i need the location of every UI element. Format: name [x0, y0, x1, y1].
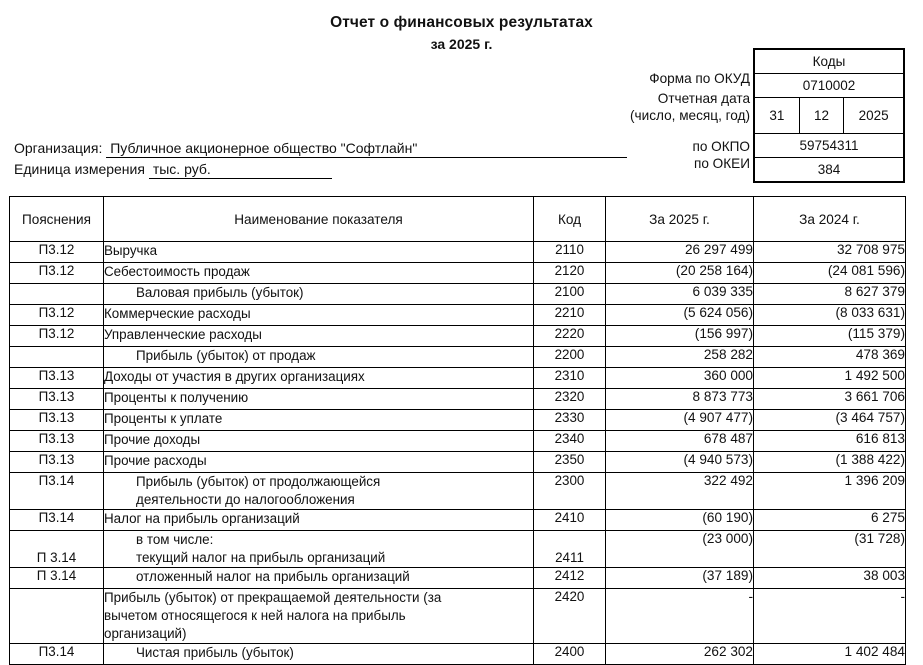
cell-code: 2300: [534, 473, 606, 510]
codes-okpo-row: [755, 134, 903, 158]
unit-value: тыс. руб.: [149, 161, 332, 179]
cell-value-period1: 262 302: [606, 644, 754, 665]
table-row: [10, 644, 906, 665]
cell-value-period1: 8 873 773: [606, 389, 754, 410]
cell-value-period2: (3 464 757): [754, 410, 906, 431]
cell-indicator-name: в том числе: текущий налог на прибыль организаций: [104, 531, 534, 568]
table-row: [10, 452, 906, 473]
cell-value-period1: (156 997): [606, 326, 754, 347]
cell-code: 2412: [534, 568, 606, 589]
codes-header-row: [755, 50, 903, 74]
cell-notes: [10, 284, 104, 305]
cell-notes: П3.12: [10, 326, 104, 347]
cell-indicator-name: Проценты к получению: [104, 389, 534, 410]
column-header-period2: За 2024 г.: [754, 197, 906, 242]
codes-okei-row: [755, 158, 903, 181]
financial-results-table: [9, 196, 906, 665]
table-row: [10, 305, 906, 326]
cell-code: 2411: [534, 531, 606, 568]
column-header-code: Код: [534, 197, 606, 242]
cell-notes: П3.14: [10, 473, 104, 510]
cell-value-period1: (20 258 164): [606, 263, 754, 284]
cell-indicator-name: Выручка: [104, 242, 534, 263]
cell-notes: [10, 589, 104, 644]
cell-indicator-name: Себестоимость продаж: [104, 263, 534, 284]
codes-okpo-value: 59754311: [799, 138, 859, 153]
table-row: [10, 568, 906, 589]
cell-notes: П 3.14: [10, 568, 104, 589]
cell-value-period1: (23 000): [606, 531, 754, 568]
column-header-name: Наименование показателя: [104, 197, 534, 242]
cell-indicator-name: Налог на прибыль организаций: [104, 510, 534, 531]
cell-code: 2210: [534, 305, 606, 326]
cell-notes: П3.13: [10, 431, 104, 452]
cell-value-period2: 3 661 706: [754, 389, 906, 410]
cell-indicator-name: отложенный налог на прибыль организаций: [104, 568, 534, 589]
label-okei: по ОКЕИ: [693, 156, 750, 171]
page-title: Отчет о финансовых результатах: [330, 14, 593, 31]
cell-indicator-name: Прочие доходы: [104, 431, 534, 452]
table-row: [10, 410, 906, 431]
codes-day-value: 31: [755, 98, 800, 133]
cell-notes: П3.14: [10, 644, 104, 665]
cell-value-period1: 258 282: [606, 347, 754, 368]
cell-value-period1: 6 039 335: [606, 284, 754, 305]
cell-indicator-name: Чистая прибыль (убыток): [104, 644, 534, 665]
cell-value-period1: (4 907 477): [606, 410, 754, 431]
cell-value-period1: (5 624 056): [606, 305, 754, 326]
codes-year-value: 2025: [858, 108, 889, 123]
table-row: [10, 326, 906, 347]
cell-value-period2: (1 388 422): [754, 452, 906, 473]
cell-notes: П3.13: [10, 410, 104, 431]
table-row: [10, 263, 906, 284]
cell-indicator-name: Прибыль (убыток) от продолжающейся деятельности до налогообложения: [104, 473, 534, 510]
cell-value-period2: (8 033 631): [754, 305, 906, 326]
column-header-notes: Пояснения: [10, 197, 104, 242]
cell-indicator-name: Прочие расходы: [104, 452, 534, 473]
cell-code: 2310: [534, 368, 606, 389]
cell-indicator-name: Прибыль (убыток) от прекращаемой деятельности (за вычетом относящегося к ней налога на прибыль организаций): [104, 589, 534, 644]
cell-value-period2: 32 708 975: [754, 242, 906, 263]
codes-okud-value: 0710002: [802, 78, 856, 93]
table-header-row: [10, 197, 906, 242]
cell-value-period2: 1 396 209: [754, 473, 906, 510]
page-subtitle: за 2025 г.: [430, 36, 493, 52]
label-okud: Форма по ОКУД: [649, 71, 750, 86]
cell-indicator-name: Коммерческие расходы: [104, 305, 534, 326]
cell-value-period2: (31 728): [754, 531, 906, 568]
cell-code: 2340: [534, 431, 606, 452]
cell-value-period1: (37 189): [606, 568, 754, 589]
cell-value-period2: (24 081 596): [754, 263, 906, 284]
cell-value-period2: 1 492 500: [754, 368, 906, 389]
cell-value-period2: 1 402 484: [754, 644, 906, 665]
codes-header-cell: Коды: [812, 54, 846, 69]
unit-line: [14, 161, 332, 179]
label-report-date: Отчетная дата: [657, 90, 750, 106]
cell-indicator-name: Прибыль (убыток) от продаж: [104, 347, 534, 368]
cell-value-period1: 678 487: [606, 431, 754, 452]
cell-code: 2330: [534, 410, 606, 431]
table-row: [10, 347, 906, 368]
table-row: [10, 531, 906, 568]
cell-code: 2320: [534, 389, 606, 410]
codes-month-value: 12: [800, 98, 845, 133]
cell-value-period2: 478 369: [754, 347, 906, 368]
cell-indicator-name: Доходы от участия в других организациях: [104, 368, 534, 389]
cell-value-period1: (60 190): [606, 510, 754, 531]
cell-notes: П3.13: [10, 368, 104, 389]
cell-notes: [10, 347, 104, 368]
table-row: [10, 242, 906, 263]
cell-value-period1: (4 940 573): [606, 452, 754, 473]
cell-notes: П3.12: [10, 242, 104, 263]
cell-code: 2110: [534, 242, 606, 263]
cell-value-period1: -: [606, 589, 754, 644]
cell-notes: П 3.14: [10, 531, 104, 568]
column-header-period1: За 2025 г.: [606, 197, 754, 242]
cell-notes: П3.12: [10, 263, 104, 284]
table-row: [10, 431, 906, 452]
codes-date-row: [755, 98, 903, 134]
codes-okud-row: [755, 74, 903, 98]
cell-code: 2100: [534, 284, 606, 305]
cell-value-period2: 6 275: [754, 510, 906, 531]
table-row: [10, 510, 906, 531]
table-row: [10, 284, 906, 305]
organization-line: [14, 140, 627, 158]
cell-value-period2: -: [754, 589, 906, 644]
cell-code: 2200: [534, 347, 606, 368]
cell-code: 2400: [534, 644, 606, 665]
cell-code: 2350: [534, 452, 606, 473]
codes-table: [753, 48, 905, 183]
cell-value-period2: 616 813: [754, 431, 906, 452]
table-row: [10, 389, 906, 410]
cell-value-period1: 360 000: [606, 368, 754, 389]
cell-code: 2420: [534, 589, 606, 644]
cell-indicator-name: Управленческие расходы: [104, 326, 534, 347]
organization-value: Публичное акционерное общество "Софтлайн": [106, 140, 627, 158]
cell-value-period1: 322 492: [606, 473, 754, 510]
codes-okei-value: 384: [817, 162, 841, 177]
cell-value-period2: (115 379): [754, 326, 906, 347]
cell-code: 2220: [534, 326, 606, 347]
cell-notes: П3.12: [10, 305, 104, 326]
cell-notes: П3.13: [10, 389, 104, 410]
cell-code: 2410: [534, 510, 606, 531]
table-body: [10, 242, 906, 665]
cell-value-period2: 38 003: [754, 568, 906, 589]
table-row: [10, 368, 906, 389]
table-row: [10, 589, 906, 644]
cell-value-period2: 8 627 379: [754, 284, 906, 305]
unit-label: Единица измерения: [14, 161, 145, 177]
organization-label: Организация:: [14, 140, 103, 156]
cell-value-period1: 26 297 499: [606, 242, 754, 263]
cell-notes: П3.13: [10, 452, 104, 473]
cell-indicator-name: Проценты к уплате: [104, 410, 534, 431]
cell-code: 2120: [534, 263, 606, 284]
label-date-format: (число, месяц, год): [630, 108, 750, 123]
cell-indicator-name: Валовая прибыль (убыток): [104, 284, 534, 305]
table-row: [10, 473, 906, 510]
label-okpo: по ОКПО: [692, 138, 750, 154]
cell-notes: П3.14: [10, 510, 104, 531]
